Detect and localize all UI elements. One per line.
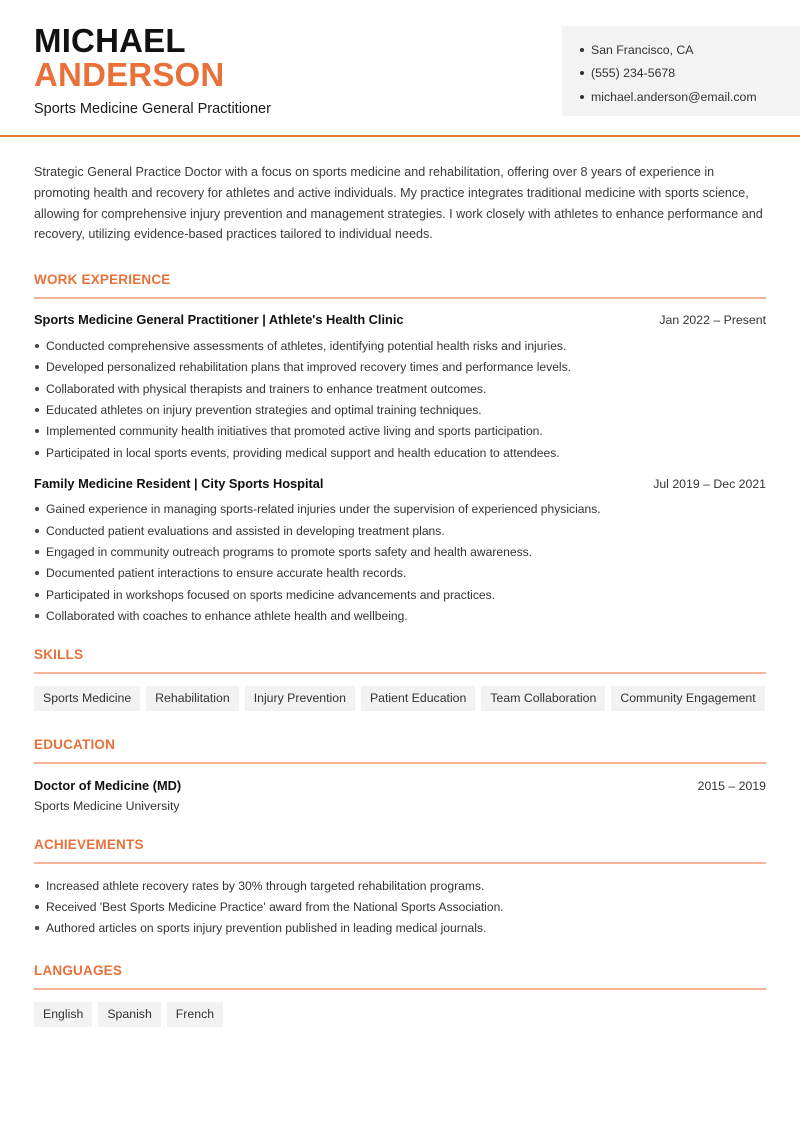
section-languages [34, 963, 766, 1027]
bullet-icon [35, 408, 39, 412]
job-dates: Jan 2022 – Present [659, 313, 766, 328]
bullet-icon [580, 95, 584, 99]
section-divider [34, 297, 766, 299]
bullet-icon [35, 884, 39, 888]
bullet-text: Engaged in community outreach programs to promote sports safety and health awareness. [46, 545, 533, 559]
bullet-icon [35, 344, 39, 348]
contact-box [562, 26, 800, 116]
list-item [34, 357, 766, 378]
bullet-icon [35, 593, 39, 597]
first-name: MICHAEL [34, 22, 186, 59]
bullet-text: Participated in workshops focused on sports medicine advancements and practices. [46, 587, 496, 602]
job-entry [34, 312, 766, 463]
bullet-text: Educated athletes on injury prevention strategies and optimal training techniques. [46, 403, 482, 418]
bullet-text: Gained experience in managing sports-related injuries under the supervision of experienced physicians. [46, 502, 601, 517]
bullet-icon [35, 365, 39, 369]
education-header [34, 778, 766, 793]
list-item [34, 421, 766, 442]
bullet-icon [35, 571, 39, 575]
bullet-text: Participated in local sports events, providing medical support and health education to attendees. [46, 445, 560, 460]
job-role: Family Medicine Resident | City Sports Hospital [34, 475, 324, 491]
bullet-icon [580, 48, 584, 52]
resume-header [0, 0, 800, 137]
contact-email [580, 85, 800, 109]
skill-tag: Injury Prevention [245, 686, 355, 711]
bullet-icon [35, 451, 39, 455]
bullet-text: Increased athlete recovery rates by 30% through targeted rehabilitation programs. [46, 878, 485, 893]
bullet-icon [35, 387, 39, 391]
section-education [34, 737, 766, 813]
list-item [34, 584, 766, 605]
section-divider [34, 672, 766, 674]
section-work-experience [34, 272, 766, 627]
section-divider [34, 988, 766, 990]
list-item [34, 335, 766, 356]
job-role: Sports Medicine General Practitioner | Athlete's Health Clinic [34, 312, 404, 328]
skill-tag: Community Engagement [611, 686, 764, 711]
section-heading: WORK EXPERIENCE [34, 272, 171, 288]
bullet-text: Collaborated with physical therapists and trainers to enhance treatment outcomes. [46, 381, 487, 396]
section-achievements [34, 837, 766, 939]
job-header [34, 476, 766, 491]
skill-tag: Patient Education [361, 686, 475, 711]
bullet-text: Collaborated with coaches to enhance athlete health and wellbeing. [46, 609, 408, 624]
section-heading: SKILLS [34, 646, 84, 662]
bullet-icon [580, 71, 584, 75]
section-divider [34, 862, 766, 864]
summary: Strategic General Practice Doctor with a focus on sports medicine and rehabilitation, offering over 8 years of experience in promoting health and recovery for athletes and active individuals. My practice integrates traditional medicine with sports science, allowing for comprehensive injury prevention and management strategies. I work closely with athletes to enhance performance and recovery, utilizing evidence-based practices tailored to individual needs. [34, 165, 763, 242]
bullet-icon [35, 905, 39, 909]
bullet-text: Received 'Best Sports Medicine Practice' award from the National Sports Association. [46, 899, 504, 914]
bullet-icon [35, 429, 39, 433]
section-heading: EDUCATION [34, 736, 116, 752]
section-skills [34, 647, 766, 711]
bullet-text: Documented patient interactions to ensure accurate health records. [46, 566, 407, 581]
list-item [34, 896, 766, 917]
skill-tag: Rehabilitation [146, 686, 239, 711]
bullet-icon [35, 926, 39, 930]
phone-text: (555) 234-5678 [591, 66, 676, 81]
bullet-icon [35, 507, 39, 511]
job-title: Sports Medicine General Practitioner [34, 101, 271, 117]
skill-tag: Sports Medicine [34, 686, 140, 711]
job-dates: Jul 2019 – Dec 2021 [653, 476, 766, 491]
location-text: San Francisco, CA [591, 42, 694, 57]
list-item [34, 605, 766, 626]
language-tag: Spanish [98, 1002, 160, 1027]
list-item [34, 442, 766, 463]
language-tag: French [167, 1002, 223, 1027]
contact-location [580, 38, 800, 62]
bullet-icon [35, 614, 39, 618]
skill-tag: Team Collaboration [481, 686, 605, 711]
skill-tags [34, 686, 766, 711]
email-text: michael.anderson@email.com [591, 89, 757, 104]
section-heading: ACHIEVEMENTS [34, 836, 144, 852]
list-item [34, 541, 766, 562]
bullet-text: Implemented community health initiatives that promoted active living and sports participation. [46, 424, 543, 439]
language-tags [34, 1002, 766, 1027]
list-item [34, 378, 766, 399]
list-item [34, 875, 766, 896]
job-header [34, 312, 766, 327]
job-bullets [34, 499, 766, 627]
list-item [34, 499, 766, 520]
last-name: ANDERSON [34, 56, 225, 93]
job-bullets [34, 335, 766, 463]
list-item [34, 563, 766, 584]
section-divider [34, 762, 766, 764]
list-item [34, 399, 766, 420]
bullet-icon [35, 550, 39, 554]
bullet-icon [35, 529, 39, 533]
bullet-text: Conducted comprehensive assessments of athletes, identifying potential health risks and injuries. [46, 338, 567, 353]
achievement-bullets [34, 875, 766, 939]
degree: Doctor of Medicine (MD) [34, 777, 182, 793]
bullet-text: Conducted patient evaluations and assisted in developing treatment plans. [46, 523, 445, 538]
contact-phone [580, 62, 800, 86]
section-heading: LANGUAGES [34, 963, 123, 979]
list-item [34, 918, 766, 939]
school: Sports Medicine University [34, 798, 180, 813]
name-block [34, 24, 271, 117]
bullet-text: Developed personalized rehabilitation plans that improved recovery times and performance levels. [46, 360, 572, 375]
education-dates: 2015 – 2019 [697, 778, 766, 793]
language-tag: English [34, 1002, 92, 1027]
bullet-text: Authored articles on sports injury prevention published in leading medical journals. [46, 921, 487, 936]
resume-body [0, 162, 800, 1027]
list-item [34, 520, 766, 541]
job-entry [34, 476, 766, 627]
